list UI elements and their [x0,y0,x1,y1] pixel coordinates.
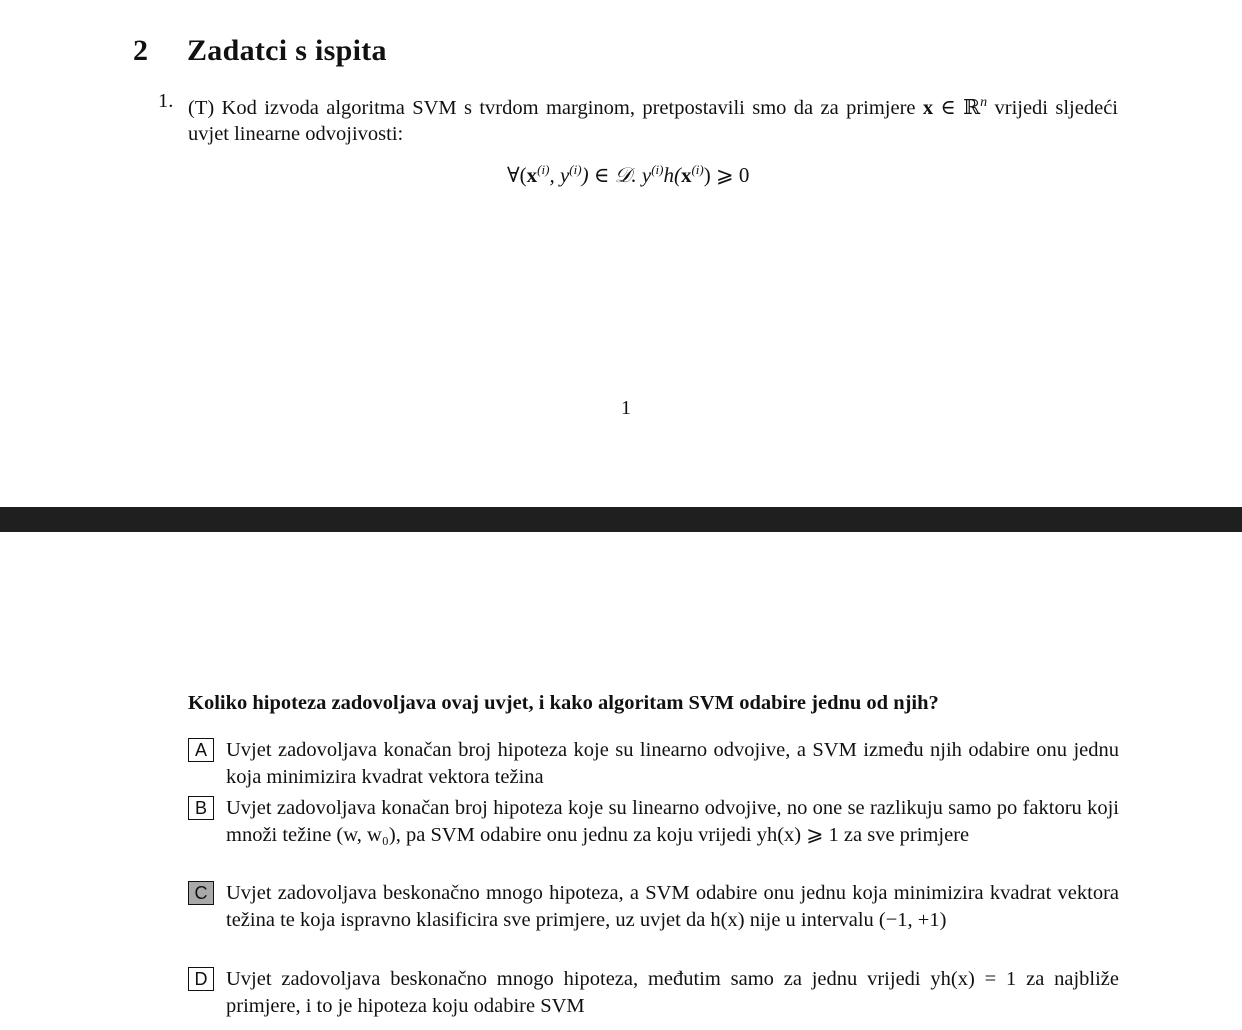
item-text [188,90,1118,147]
math-vector-x: x [922,96,934,119]
pdf-page-1 [0,0,1242,507]
math-exponent-n: n [980,95,988,110]
option-text: Uvjet zadovoljava konačan broj hipoteza koje su linearno odvojive, no one se razlikuju samo po faktoru koji množi težine (w, w₀), pa SVM odabire onu jednu za koju vrijedi yh(x) ⩾ 1 za sve primjere [226,797,1119,846]
question-text: Koliko hipoteza zadovoljava ovaj uvjet, i kako algoritam SVM odabire jednu od njih? [188,692,939,714]
option-letter-box[interactable]: B [188,796,214,820]
item-text-post: vrijedi sljedeći uvjet linearne odvojivosti: [188,96,1118,145]
eq-sup: (i) [651,162,664,177]
item-text-pre: (T) Kod izvoda algoritma SVM s tvrdom marginom, pretpostavili smo da za primjere [188,96,923,119]
eq-part: ) ⩾ 0 [703,163,750,187]
eq-part: ∀( [507,163,527,187]
option-letter-box-selected[interactable]: C [188,881,214,905]
option-letter-box[interactable]: A [188,738,214,762]
eq-part: h( [663,163,681,187]
option-text: Uvjet zadovoljava beskonačno mnogo hipoteza, međutim samo za jednu vrijedi yh(x) = 1 za najbliže primjere, i to je hipoteza koju odabire SVM [226,968,1119,1017]
option-letter-box[interactable]: D [188,967,214,991]
option-text: Uvjet zadovoljava konačan broj hipoteza koje su linearno odvojive, a SVM između njih odabire onu jednu koja minimizira kvadrat vektora težina [226,739,1119,788]
eq-part: ) ∈ 𝒟. y [581,163,652,187]
eq-x: x [680,163,692,187]
eq-sup: (i) [569,162,582,177]
eq-x: x [526,163,538,187]
eq-sup: (i) [691,162,704,177]
page-separator [0,507,1242,532]
section-title: Zadatci s ispita [187,34,387,67]
option-text: Uvjet zadovoljava beskonačno mnogo hipoteza, a SVM odabire onu jednu koja minimizira kvadrat vektora težina te koja ispravno klasificira sve primjere, uz uvjet da h(x) nije u intervalu (−1, +1) [226,882,1119,931]
item-number: 1. [158,90,174,112]
section-number: 2 [133,34,148,67]
eq-part: , y [549,163,570,187]
eq-sup: (i) [537,162,550,177]
page-number: 1 [621,397,631,419]
math-in-reals: ∈ ℝ [933,96,981,119]
separability-equation [507,162,749,188]
